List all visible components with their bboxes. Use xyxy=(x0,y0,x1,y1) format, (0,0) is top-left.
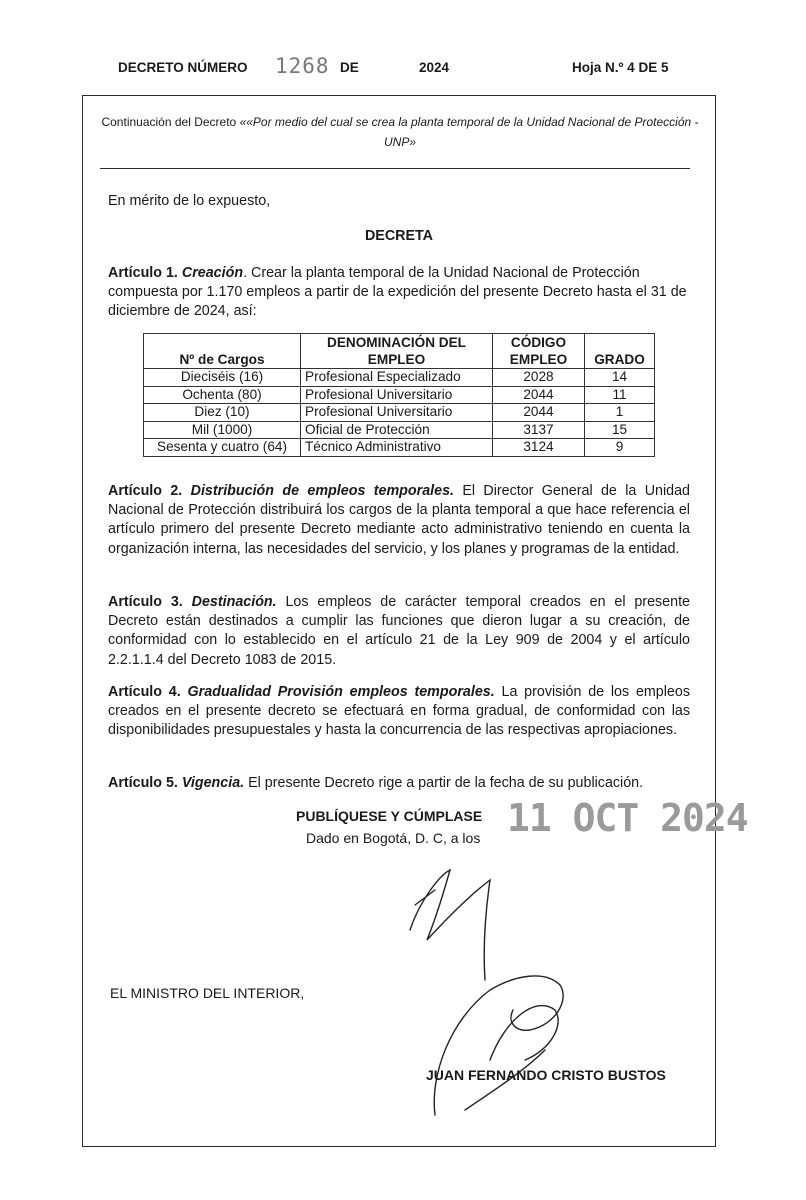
article-2-heading: Distribución de empleos temporales. xyxy=(190,483,454,499)
article-5-heading: Vigencia. xyxy=(181,775,245,791)
publiquese-text: PUBLÍQUESE Y CÚMPLASE xyxy=(296,808,483,824)
cell-grado: 15 xyxy=(585,421,655,439)
article-5-text: El presente Decreto rige a partir de la fecha de su publicación. xyxy=(244,775,644,791)
article-4-heading: Gradualidad Provisión empleos temporales. xyxy=(187,684,495,700)
article-1-text: . Crear la planta temporal de la Unidad Nacional de Protección compuesta por 1.170 empleos a partir de la expedición del presente Decreto hasta el 31 de diciembre de 2024, así: xyxy=(108,265,687,320)
continuation-note: Continuación del Decreto ««Por medio del cual se crea la planta temporal de la Unidad Nacional de Protección - UNP» xyxy=(101,115,699,149)
col-header-cargos: Nº de Cargos xyxy=(144,334,301,369)
cell-denominacion: Técnico Administrativo xyxy=(301,439,493,457)
cell-denominacion: Profesional Especializado xyxy=(301,369,493,387)
cell-codigo: 2044 xyxy=(493,404,585,422)
col-header-grado: GRADO xyxy=(585,334,655,369)
page-indicator: Hoja N.º 4 DE 5 xyxy=(572,60,669,75)
cell-codigo: 2044 xyxy=(493,386,585,404)
table-header-row xyxy=(144,334,655,369)
ministro-label: EL MINISTRO DEL INTERIOR, xyxy=(110,985,305,1001)
continuation-prefix: Continuación del Decreto xyxy=(101,115,240,129)
cell-denominacion: Profesional Universitario xyxy=(301,404,493,422)
article-5 xyxy=(108,774,690,793)
article-3-text: Los empleos de carácter temporal creados en el presente Decreto están destinados a cumplir las funciones que dieron lugar a su creación, de conformidad con lo establecido en el artículo 21 de la Ley 909 de 2004 y el artículo 2.2.1.1.4 del Decreto 1083 de 2015. xyxy=(108,594,690,668)
cell-grado: 11 xyxy=(585,386,655,404)
col-header-denominacion: DENOMINACIÓN DEL EMPLEO xyxy=(301,334,493,369)
cell-grado: 1 xyxy=(585,404,655,422)
cell-codigo: 3124 xyxy=(493,439,585,457)
decreto-number: 1268 xyxy=(275,54,330,78)
cell-cargos: Ochenta (80) xyxy=(144,386,301,404)
document-header xyxy=(118,54,678,82)
article-3 xyxy=(108,593,690,670)
cell-cargos: Sesenta y cuatro (64) xyxy=(144,439,301,457)
article-2-label: Artículo 2. xyxy=(108,483,191,499)
cargos-table xyxy=(143,333,655,457)
cell-denominacion: Oficial de Protección xyxy=(301,421,493,439)
de-label: DE xyxy=(340,60,359,75)
decreto-label: DECRETO NÚMERO xyxy=(118,60,248,75)
cell-cargos: Dieciséis (16) xyxy=(144,369,301,387)
article-1-label: Artículo 1. xyxy=(108,265,182,281)
decreto-year: 2024 xyxy=(419,60,450,75)
cell-cargos: Diez (10) xyxy=(144,404,301,422)
cell-denominacion: Profesional Universitario xyxy=(301,386,493,404)
table-row xyxy=(144,439,655,457)
article-2-text: El Director General de la Unidad Nacional de Protección distribuirá los cargos de la planta temporal a que hace referencia el artículo primero del presente Decreto mediante acto administrativo teniendo en cuenta la organización interna, las necesidades del servicio, y los planes y programas de la entidad. xyxy=(108,483,690,557)
date-stamp: 11 OCT 2024 xyxy=(507,796,748,840)
article-2 xyxy=(108,482,690,559)
intro-text: En mérito de lo expuesto, xyxy=(108,193,271,209)
table-row xyxy=(144,369,655,387)
article-5-label: Artículo 5. xyxy=(108,775,182,791)
article-1 xyxy=(108,264,690,322)
col-header-codigo: CÓDIGO EMPLEO xyxy=(493,334,585,369)
signatory-name: JUAN FERNANDO CRISTO BUSTOS xyxy=(426,1067,666,1083)
continuation-title: «Por medio del cual se crea la planta temporal de la Unidad Nacional de Protección - UNP» xyxy=(246,115,699,149)
table-row xyxy=(144,421,655,439)
article-3-label: Artículo 3. xyxy=(108,594,192,610)
article-4-text: La provisión de los empleos creados en el presente decreto se efectuará en forma gradual, de conformidad con las disponibilidades presupuestales y hasta la concurrencia de las respectivas apropiaciones. xyxy=(108,684,690,739)
cell-codigo: 3137 xyxy=(493,421,585,439)
cell-grado: 9 xyxy=(585,439,655,457)
article-4-label: Artículo 4. xyxy=(108,684,188,700)
table-row xyxy=(144,404,655,422)
cell-codigo: 2028 xyxy=(493,369,585,387)
article-4 xyxy=(108,683,690,741)
article-1-heading: Creación xyxy=(181,265,244,281)
divider xyxy=(100,168,690,169)
decreta-heading: DECRETA xyxy=(364,228,434,244)
dado-text: Dado en Bogotá, D. C, a los xyxy=(306,830,481,846)
cell-cargos: Mil (1000) xyxy=(144,421,301,439)
table-row xyxy=(144,386,655,404)
cell-grado: 14 xyxy=(585,369,655,387)
article-3-heading: Destinación. xyxy=(191,594,277,610)
